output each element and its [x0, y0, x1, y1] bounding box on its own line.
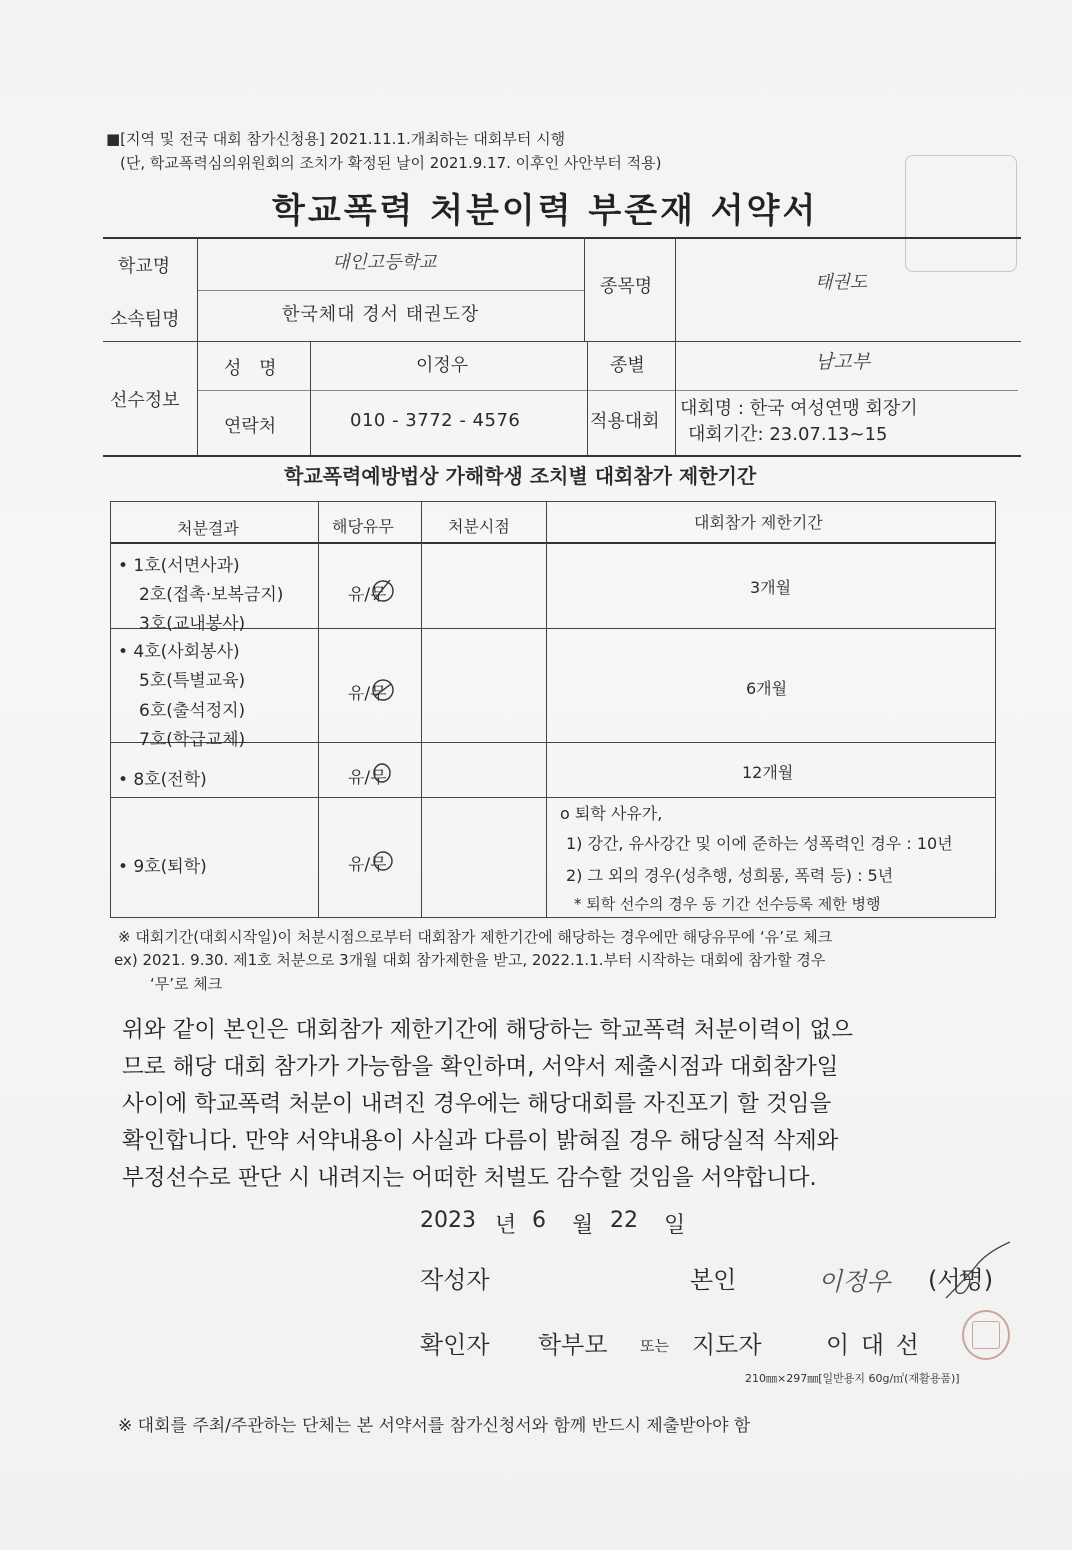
col-header-applicable: 해당유무: [332, 517, 394, 536]
notice-line-1: ■[지역 및 전국 대회 참가신청용] 2021.11.1.개최하는 대회부터 시행: [106, 130, 566, 148]
col-header-date: 처분시점: [448, 517, 510, 536]
table-row-1-check: 유/무: [348, 585, 387, 605]
pledge-line: 확인합니다. 만약 서약내용이 사실과 다름이 밝혀질 경우 해당실적 삭제와: [122, 1128, 839, 1154]
coach-label: 지도자: [692, 1331, 762, 1359]
pledge-line: 부정선수로 판단 시 내려지는 어떠한 처벌도 감수할 것임을 서약합니다.: [122, 1165, 817, 1191]
signature-scribble: [938, 1236, 1018, 1306]
note-line-1: ※ 대회기간(대회시작일)이 처분시점으로부터 대회참가 제한기간에 해당하는 경우에만 해당유무에 ‘유’로 체크: [118, 928, 833, 946]
footer-note: ※ 대회를 주최/주관하는 단체는 본 서약서를 참가신청서와 함께 반드시 제출받아야 함: [118, 1416, 751, 1436]
event-period: 대회기간: 23.07.13~15: [688, 424, 888, 445]
event-name: 대회명 : 한국 여성연맹 회장기: [680, 398, 918, 419]
table-row-1-period: 3개월: [750, 578, 792, 597]
col-header-period: 대회참가 제한기간: [694, 513, 823, 532]
document-title: 학교폭력 처분이력 부존재 서약서: [272, 191, 819, 231]
table-row-2-result: 6호(출석정지): [139, 701, 246, 721]
table-row-1-result: • 1호(서면사과): [118, 556, 240, 576]
or-label: 또는: [640, 1337, 669, 1355]
note-line-2: ex) 2021. 9.30. 제1호 처분으로 3개월 대회 참가제한을 받고, 2022.1.1.부터 시작하는 대회에 참가할 경우: [114, 951, 826, 969]
col-header-result: 처분결과: [177, 519, 239, 538]
name-label: 성 명: [224, 358, 283, 379]
table-row-2-check: 유/무: [348, 684, 387, 704]
date-month: 6: [532, 1208, 546, 1233]
contact-value: 010 - 3772 - 4576: [350, 410, 521, 431]
table-row-4-period-line: 2) 그 외의 경우(성추행, 성희롱, 폭력 등) : 5년: [566, 866, 894, 885]
date-day: 22: [610, 1208, 638, 1233]
table-row-4-period-line: * 퇴학 선수의 경우 동 기간 선수등록 제한 병행: [574, 895, 881, 913]
writer-label: 작성자: [420, 1266, 490, 1294]
info-table-top-border: [103, 237, 1021, 239]
pledge-paragraph: [122, 1012, 1002, 1197]
team-label: 소속팀명: [110, 309, 180, 330]
note-line-3: ‘무’로 체크: [150, 975, 223, 993]
name-value: 이정우: [416, 355, 469, 376]
pledge-line: 므로 해당 대회 참가가 가능함을 확인하며, 서약서 제출시점과 대회참가일: [122, 1054, 839, 1080]
check-circle-row-3: [374, 764, 390, 782]
date-year-unit: 년: [495, 1213, 517, 1238]
division-label: 종별: [610, 355, 645, 376]
check-marks-overlay: [360, 570, 420, 880]
team-value: 한국체대 경서 태권도장: [282, 304, 480, 325]
date-day-unit: 일: [664, 1213, 686, 1238]
table-row-2-period: 6개월: [746, 679, 788, 698]
ghost-seal-mark: [905, 155, 1017, 272]
date-year: 2023: [420, 1208, 476, 1233]
confirmer-label: 확인자: [420, 1331, 490, 1359]
paper-spec: 210㎜×297㎜[일반용지 60g/㎡(재활용품)]: [745, 1372, 960, 1385]
self-name-handwritten: 이정우: [818, 1267, 891, 1296]
pledge-line: 위와 같이 본인은 대회참가 제한기간에 해당하는 학교폭력 처분이력이 없으: [122, 1017, 854, 1043]
table-row-3-result: • 8호(전학): [118, 770, 207, 790]
check-circle-row-4: [374, 852, 392, 870]
sport-value: 태권도: [815, 272, 868, 293]
table-row-1-result: 2호(접촉·보복금지): [139, 585, 284, 605]
coach-name: 이 대 선: [826, 1331, 921, 1359]
player-info-label: 선수정보: [110, 390, 180, 411]
table-row-2-result: 5호(특별교육): [139, 671, 246, 691]
sport-label: 종목명: [600, 276, 653, 297]
table-row-2-result: 7호(학급교체): [139, 730, 246, 750]
school-value: 대인고등학교: [332, 252, 437, 273]
check-stroke-row-2: [375, 684, 391, 696]
seal-stamp-icon: [962, 1310, 1010, 1360]
division-value: 남고부: [815, 351, 871, 373]
section-title: 학교폭력예방법상 가해학생 조치별 대회참가 제한기간: [284, 464, 757, 488]
table-row-4-period-line: o 퇴학 사유가,: [560, 804, 663, 823]
school-label: 학교명: [118, 256, 171, 277]
table-row-4-result: • 9호(퇴학): [118, 857, 207, 877]
table-row-1-result: 3호(교내봉사): [139, 614, 246, 634]
table-row-3-check: 유/무: [348, 768, 387, 788]
restriction-table-top-border: [110, 501, 996, 502]
contact-label: 연락처: [224, 416, 277, 437]
table-row-2-result: • 4호(사회봉사): [118, 642, 240, 662]
table-row-4-check: 유/무: [348, 855, 387, 875]
notice-line-2: (단, 학교폭력심의위원회의 조치가 확정된 날이 2021.9.17. 이후인 사안부터 적용): [120, 154, 662, 172]
sign-label: (서명): [928, 1266, 994, 1294]
table-row-3-period: 12개월: [742, 763, 794, 782]
event-label: 적용대회: [590, 411, 660, 432]
table-row-4-period-line: 1) 강간, 유사강간 및 이에 준하는 성폭력인 경우 : 10년: [566, 834, 953, 853]
date-month-unit: 월: [572, 1213, 594, 1238]
self-label: 본인: [690, 1266, 737, 1294]
pledge-line: 사이에 학교폭력 처분이 내려진 경우에는 해당대회를 자진포기 할 것임을: [122, 1091, 832, 1117]
parent-label: 학부모: [538, 1331, 608, 1359]
